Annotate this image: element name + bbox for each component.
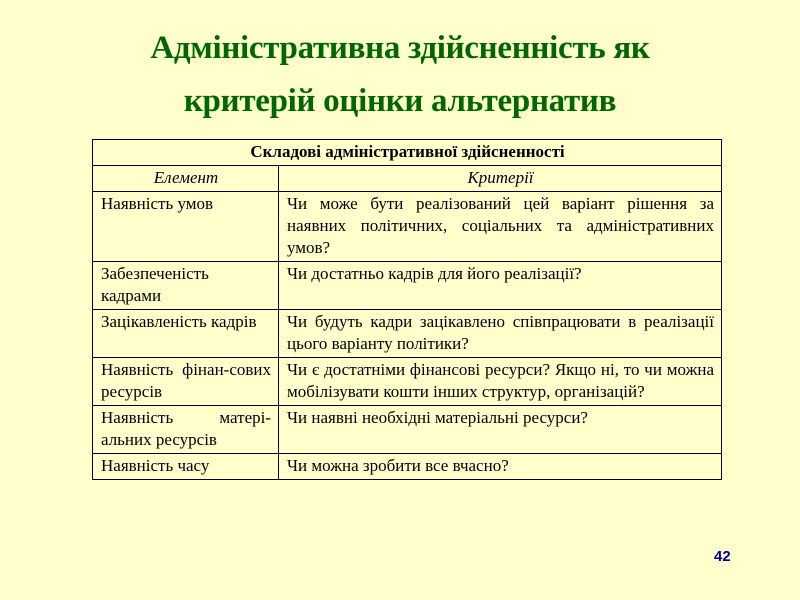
- criteria-table: [92, 139, 722, 480]
- criterion-cell: Чи достатньо кадрів для його реалізації?: [279, 262, 722, 310]
- table-row: [93, 406, 722, 454]
- column-header-criteria: Критерії: [279, 166, 722, 192]
- column-header-element: Елемент: [93, 166, 279, 192]
- criterion-cell: Чи є достатніми фінансові ресурси? Якщо ні, то чи можна мобілізувати кошти інших структур, організацій?: [279, 358, 722, 406]
- table-header-row: [93, 140, 722, 166]
- table-header: Складові адміністративної здійсненності: [93, 140, 722, 166]
- criterion-cell: Чи наявні необхідні матеріальні ресурси?: [279, 406, 722, 454]
- table-row: [93, 192, 722, 262]
- slide-title-line-1: Адміністративна здійсненність як: [150, 30, 650, 66]
- element-cell: Наявність матері-альних ресурсів: [93, 406, 279, 454]
- table-column-row: [93, 166, 722, 192]
- page-number: 42: [714, 548, 731, 565]
- criterion-cell: Чи можна зробити все вчасно?: [279, 454, 722, 480]
- table-row: [93, 358, 722, 406]
- slide-title: [0, 22, 800, 128]
- table-row: [93, 454, 722, 480]
- criterion-cell: Чи будуть кадри зацікавлено співпрацювати в реалізації цього варіанту політики?: [279, 310, 722, 358]
- table-row: [93, 262, 722, 310]
- table-row: [93, 310, 722, 358]
- element-cell: Наявність умов: [93, 192, 279, 262]
- slide-title-line-2: критерій оцінки альтернатив: [183, 83, 617, 119]
- element-cell: Зацікавленість кадрів: [93, 310, 279, 358]
- criterion-cell: Чи може бути реалізований цей варіант рішення за наявних політичних, соціальних та адміністративних умов?: [279, 192, 722, 262]
- element-cell: Забезпеченість кадрами: [93, 262, 279, 310]
- element-cell: Наявність фінан-сових ресурсів: [93, 358, 279, 406]
- element-cell: Наявність часу: [93, 454, 279, 480]
